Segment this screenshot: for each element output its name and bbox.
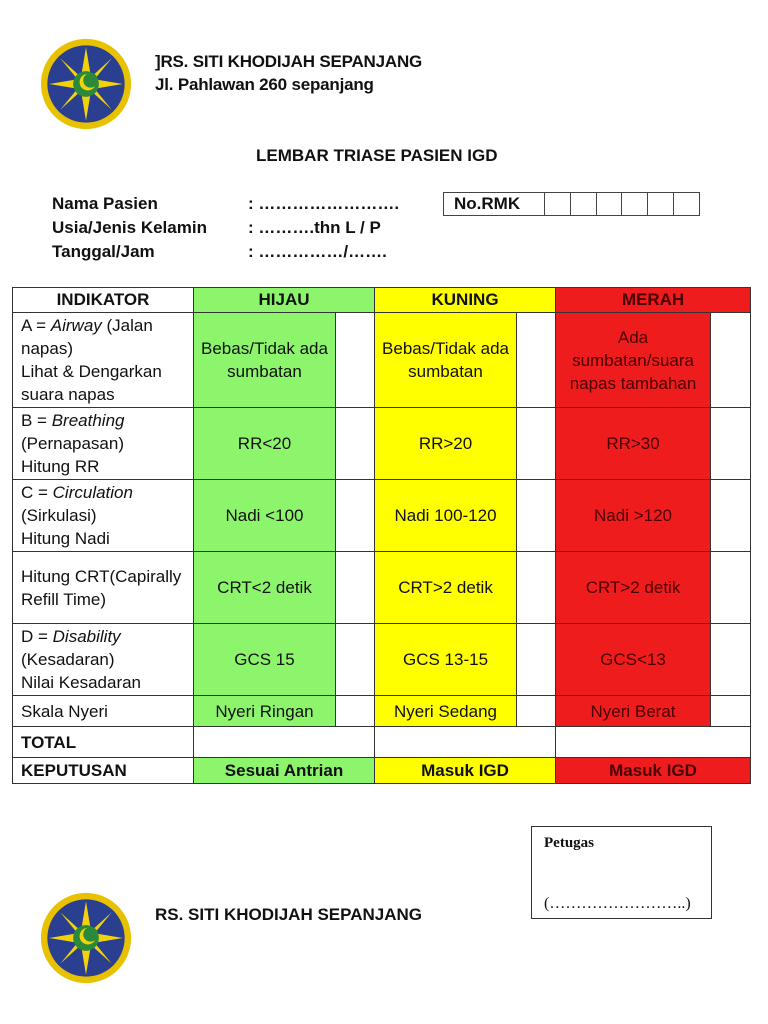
green-value: RR<20 — [194, 408, 336, 480]
green-value: Bebas/Tidak ada sumbatan — [194, 313, 336, 408]
red-check-box[interactable] — [711, 624, 751, 696]
decision-row — [13, 758, 751, 784]
red-value: Nadi >120 — [556, 480, 711, 552]
header-indikator: INDIKATOR — [13, 288, 194, 313]
yellow-check-box[interactable] — [517, 696, 556, 727]
rmk-digit-box — [622, 193, 648, 215]
indicator-prefix: B = — [21, 411, 52, 430]
indicator-sub: (Jalan napas) — [21, 316, 153, 358]
red-value: Ada sumbatan/suara napas tambahan — [556, 313, 711, 408]
green-check-box[interactable] — [336, 408, 375, 480]
green-check-box[interactable] — [336, 313, 375, 408]
decision-green: Sesuai Antrian — [194, 758, 375, 784]
decision-red: Masuk IGD — [556, 758, 751, 784]
rmk-digit-box — [545, 193, 571, 215]
red-check-box[interactable] — [711, 552, 751, 624]
table-row — [13, 552, 751, 624]
yellow-value: CRT>2 detik — [375, 552, 517, 624]
green-check-box[interactable] — [336, 624, 375, 696]
indicator-method: Lihat & Dengarkan suara napas — [21, 362, 162, 404]
indicator-term: Airway — [50, 316, 102, 335]
document-title: LEMBAR TRIASE PASIEN IGD — [256, 146, 498, 165]
table-row — [13, 696, 751, 727]
green-value: Nyeri Ringan — [194, 696, 336, 727]
green-check-box[interactable] — [336, 480, 375, 552]
officer-label: Petugas — [544, 835, 594, 851]
red-value: CRT>2 detik — [556, 552, 711, 624]
red-check-box[interactable] — [711, 696, 751, 727]
yellow-value: RR>20 — [375, 408, 517, 480]
header-hijau: HIJAU — [194, 288, 375, 313]
yellow-check-box[interactable] — [517, 624, 556, 696]
green-value: Nadi <100 — [194, 480, 336, 552]
indicator-cell — [13, 480, 194, 552]
total-green-cell[interactable] — [194, 727, 375, 758]
header-kuning: KUNING — [375, 288, 556, 313]
indicator-term: Disability — [52, 627, 121, 646]
rmk-digit-box — [571, 193, 597, 215]
indicator-sub: (Pernapasan) — [21, 434, 125, 453]
total-label: TOTAL — [13, 727, 194, 758]
indicator-term: Circulation — [52, 483, 133, 502]
yellow-value: Bebas/Tidak ada sumbatan — [375, 313, 517, 408]
indicator-sub: (Kesadaran) — [21, 650, 115, 669]
rmk-field — [443, 192, 700, 216]
red-check-box[interactable] — [711, 408, 751, 480]
table-row — [13, 480, 751, 552]
rmk-label: No.RMK — [444, 193, 545, 215]
footer-hospital-name: RS. SITI KHODIJAH SEPANJANG — [155, 905, 423, 924]
red-value: GCS<13 — [556, 624, 711, 696]
table-row — [13, 408, 751, 480]
patient-name-value: : ……………………. — [248, 194, 400, 213]
officer-signature-line: (……………………..) — [544, 895, 691, 912]
indicator-method: Nilai Kesadaran — [21, 673, 142, 692]
date-time-label: Tanggal/Jam — [52, 242, 155, 261]
yellow-check-box[interactable] — [517, 552, 556, 624]
red-value: RR>30 — [556, 408, 711, 480]
table-row — [13, 624, 751, 696]
hospital-logo — [40, 38, 132, 130]
indicator-sub: (Sirkulasi) — [21, 506, 97, 525]
age-gender-value: : ……….thn L / P — [248, 218, 381, 237]
green-value: CRT<2 detik — [194, 552, 336, 624]
yellow-check-box[interactable] — [517, 313, 556, 408]
indicator-prefix: A = — [21, 316, 51, 335]
green-check-box[interactable] — [336, 552, 375, 624]
indicator-prefix: C = — [21, 483, 53, 502]
rmk-digit-box — [648, 193, 674, 215]
triage-table — [12, 287, 751, 784]
rmk-digit-box — [674, 193, 699, 215]
age-gender-label: Usia/Jenis Kelamin — [52, 218, 207, 237]
yellow-value: Nadi 100-120 — [375, 480, 517, 552]
green-check-box[interactable] — [336, 696, 375, 727]
indicator-method: Hitung RR — [21, 457, 100, 476]
indicator-cell: Skala Nyeri — [13, 696, 194, 727]
indicator-prefix: D = — [21, 627, 53, 646]
rmk-digit-box — [597, 193, 623, 215]
yellow-value: Nyeri Sedang — [375, 696, 517, 727]
green-value: GCS 15 — [194, 624, 336, 696]
officer-signature-box — [531, 826, 712, 919]
decision-yellow: Masuk IGD — [375, 758, 556, 784]
red-check-box[interactable] — [711, 313, 751, 408]
indicator-cell: Hitung CRT(Capirally Refill Time) — [13, 552, 194, 624]
indicator-cell — [13, 624, 194, 696]
hospital-name: ]RS. SITI KHODIJAH SEPANJANG — [155, 52, 423, 71]
table-header-row — [13, 288, 751, 313]
indicator-cell — [13, 313, 194, 408]
header-merah: MERAH — [556, 288, 751, 313]
hospital-address: Jl. Pahlawan 260 sepanjang — [155, 75, 374, 94]
indicator-term: Breathing — [51, 411, 125, 430]
indicator-cell — [13, 408, 194, 480]
hospital-logo-footer — [40, 892, 132, 984]
total-row — [13, 727, 751, 758]
date-time-value: : ……………/……. — [248, 242, 387, 261]
yellow-check-box[interactable] — [517, 480, 556, 552]
total-red-cell[interactable] — [556, 727, 751, 758]
red-check-box[interactable] — [711, 480, 751, 552]
decision-label: KEPUTUSAN — [13, 758, 194, 784]
table-row — [13, 313, 751, 408]
yellow-value: GCS 13-15 — [375, 624, 517, 696]
red-value: Nyeri Berat — [556, 696, 711, 727]
patient-name-label: Nama Pasien — [52, 194, 158, 213]
total-yellow-cell[interactable] — [375, 727, 556, 758]
indicator-method: Hitung Nadi — [21, 529, 110, 548]
yellow-check-box[interactable] — [517, 408, 556, 480]
